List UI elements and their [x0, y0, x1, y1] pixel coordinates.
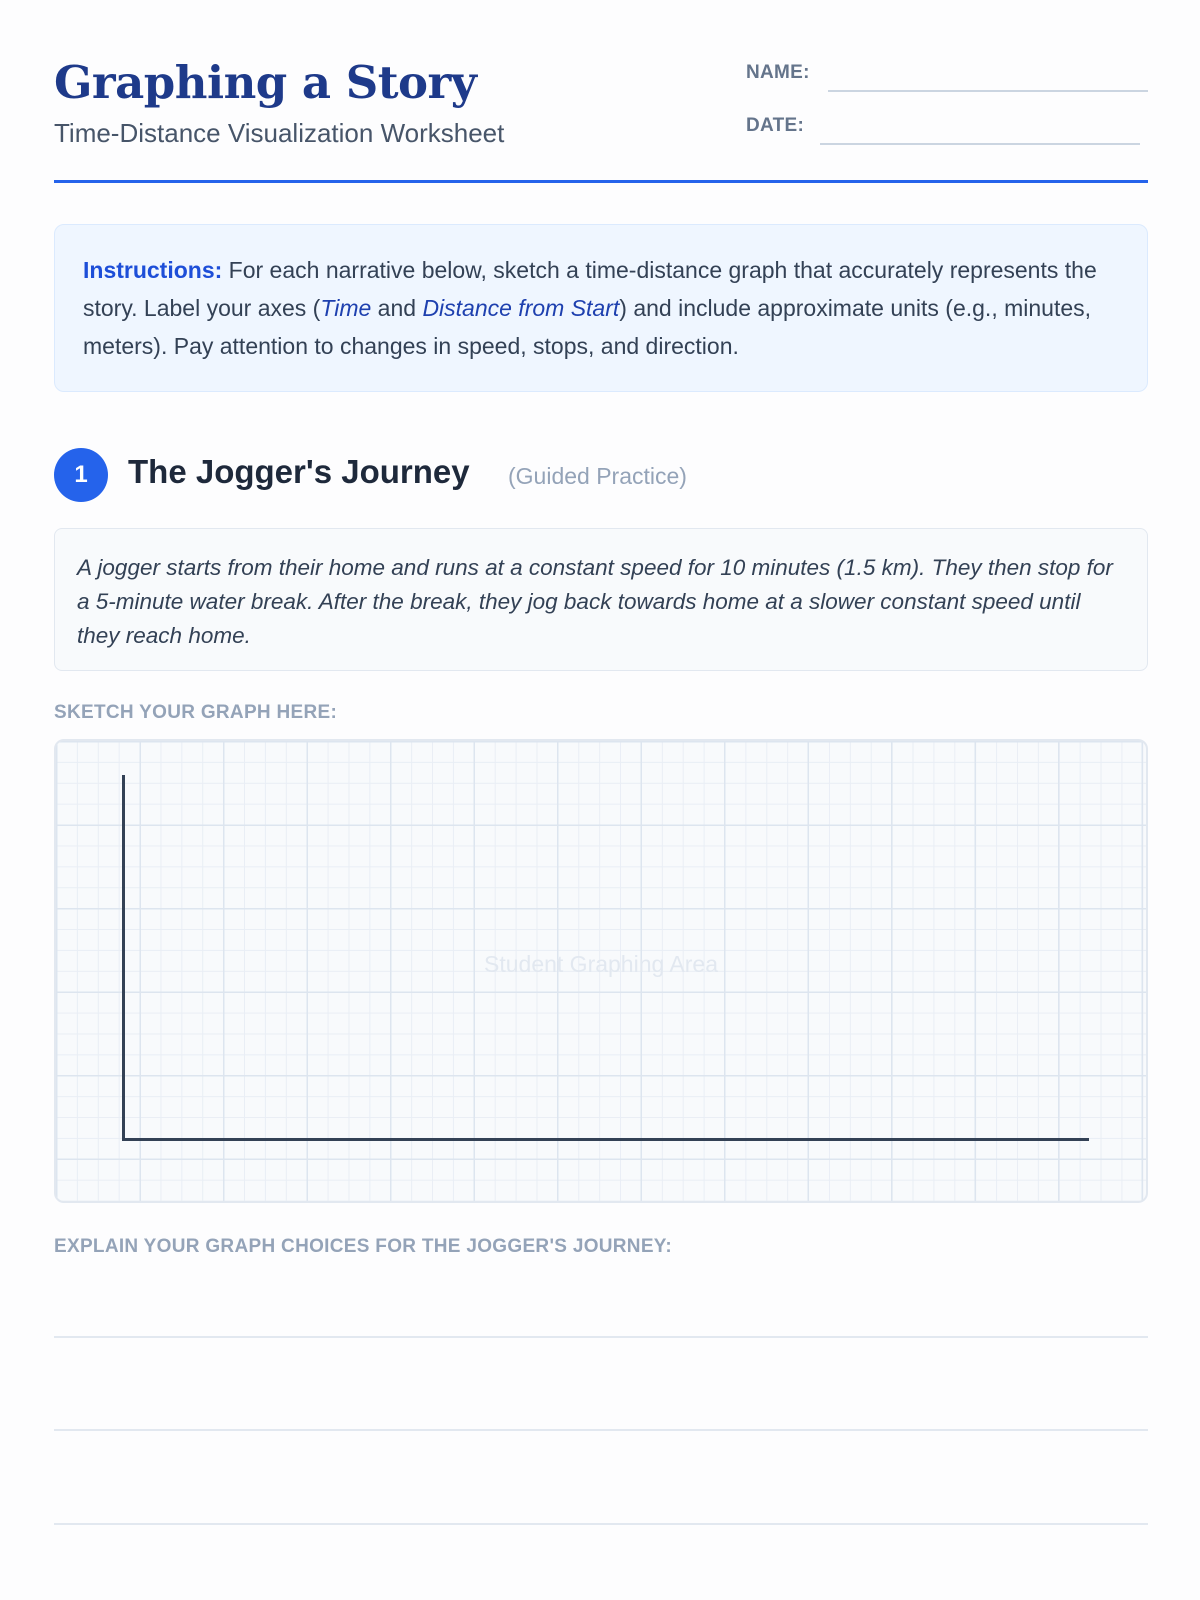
graph-watermark: Student Graphing Area [484, 951, 718, 977]
term-time: Time [320, 295, 372, 321]
answer-line[interactable] [54, 1336, 1148, 1338]
section-number-badge: 1 [54, 448, 108, 502]
date-field[interactable] [820, 143, 1140, 145]
sketch-label: SKETCH YOUR GRAPH HERE: [54, 702, 338, 723]
explain-label: EXPLAIN YOUR GRAPH CHOICES FOR THE JOGGER'S JOURNEY: [54, 1236, 672, 1257]
instructions-text-end: ) and include approximate units (e.g., minutes, meters). Pay attention to changes in speed, stops, and direction. [83, 295, 1092, 359]
name-field[interactable] [828, 90, 1148, 92]
section-tag: (Guided Practice) [508, 463, 687, 489]
name-label: NAME: [746, 62, 810, 83]
date-label: DATE: [746, 115, 805, 136]
page-subtitle: Time-Distance Visualization Worksheet [54, 118, 505, 148]
instructions-and: and [371, 295, 423, 321]
x-axis [122, 1138, 1089, 1141]
page-title: Graphing a Story [54, 56, 477, 109]
y-axis [122, 775, 125, 1141]
term-distance: Distance from Start [422, 295, 620, 321]
worksheet-page [54, 0, 1148, 1600]
answer-line[interactable] [54, 1429, 1148, 1431]
instructions-box [54, 224, 1148, 392]
graphing-area[interactable] [54, 739, 1148, 1203]
story-box: A jogger starts from their home and runs at a constant speed for 10 minutes (1.5 km). They then stop for a 5-minute water break. After the break, they jog back towards home at a slower constant speed until they reach home. [54, 528, 1148, 671]
header-divider [54, 180, 1148, 183]
instructions-text: For each narrative below, sketch a time-distance graph that accurately represents the story. Label your axes ( [83, 257, 1097, 321]
section-title: The Jogger's Journey [128, 453, 470, 490]
instructions-lead: Instructions: [83, 257, 223, 283]
answer-line[interactable] [54, 1523, 1148, 1525]
